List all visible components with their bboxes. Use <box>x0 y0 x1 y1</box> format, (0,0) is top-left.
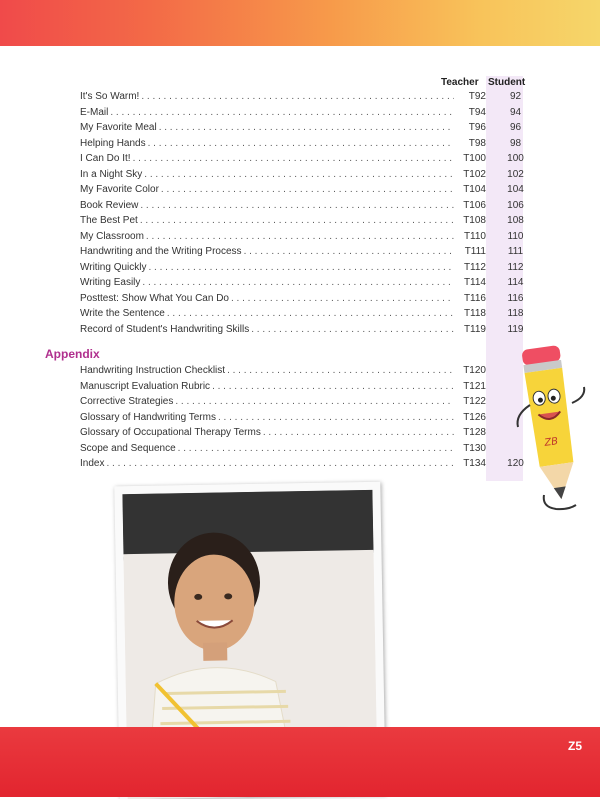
appendix-list <box>80 365 530 474</box>
toc-row <box>80 107 530 123</box>
teacher-page: T96 <box>468 122 486 133</box>
dot-leader <box>142 277 454 288</box>
entry-title: Manuscript Evaluation Rubric <box>80 380 211 392</box>
toc-row <box>80 381 530 397</box>
dot-leader <box>244 246 454 257</box>
entry-title: My Favorite Color <box>80 184 159 195</box>
teacher-page: T120 <box>463 365 486 376</box>
teacher-page: T98 <box>468 137 486 149</box>
teacher-page: T92 <box>468 91 486 102</box>
dot-leader <box>175 396 454 407</box>
toc-row <box>80 365 530 381</box>
entry-title: Writing Easily <box>80 277 141 288</box>
toc-row <box>80 91 530 107</box>
entry-title: Write the Sentence <box>80 308 165 319</box>
dot-leader <box>133 153 454 164</box>
toc-row <box>80 396 530 412</box>
teacher-page: T126 <box>463 411 486 423</box>
dot-leader <box>110 107 454 118</box>
entry-title: Scope and Sequence <box>80 442 176 454</box>
teacher-page: T102 <box>463 168 486 180</box>
entry-title: Book Review <box>80 199 139 211</box>
entry-title: Index <box>80 458 105 469</box>
dot-leader <box>144 169 454 180</box>
toc-row <box>80 427 530 443</box>
dot-leader <box>140 200 454 211</box>
dot-leader <box>161 184 454 195</box>
toc-row <box>80 200 530 216</box>
student-page: 112 <box>507 261 524 273</box>
student-page: 114 <box>507 277 524 288</box>
toc-row <box>80 231 530 247</box>
student-page: 98 <box>509 137 522 149</box>
entry-title: Handwriting Instruction Checklist <box>80 365 226 376</box>
teacher-page: T104 <box>463 184 486 195</box>
bottom-color-band <box>0 727 600 797</box>
student-page: 118 <box>507 308 524 319</box>
dot-leader <box>140 215 454 226</box>
dot-leader <box>149 262 455 273</box>
student-page: 100 <box>507 153 524 164</box>
student-page: 108 <box>507 215 524 226</box>
dot-leader <box>227 365 454 376</box>
teacher-page: T116 <box>463 292 486 304</box>
toc-row <box>80 412 530 428</box>
toc-row <box>80 215 530 231</box>
pencil-mascot-icon <box>510 345 590 515</box>
entry-title: It's So Warm! <box>80 91 140 102</box>
toc-row <box>80 458 530 474</box>
dot-leader <box>159 122 454 133</box>
student-page: 106 <box>507 199 524 211</box>
page-number: Z5 <box>567 739 582 753</box>
entry-title: Corrective Strategies <box>80 396 174 407</box>
teacher-page: T110 <box>463 230 486 242</box>
student-page: 102 <box>507 168 524 180</box>
entry-title: Glossary of Handwriting Terms <box>80 411 216 423</box>
dot-leader <box>106 458 454 469</box>
student-page: 92 <box>509 91 522 102</box>
dot-leader <box>146 231 454 242</box>
toc-row <box>80 277 530 293</box>
teacher-page: T106 <box>463 199 486 211</box>
student-page: 120 <box>507 458 524 469</box>
dot-leader <box>167 308 454 319</box>
toc-row <box>80 293 530 309</box>
teacher-column-header: Teacher <box>441 77 479 88</box>
top-color-band <box>0 0 600 46</box>
toc-list <box>80 91 530 339</box>
toc-row <box>80 324 530 340</box>
dot-leader <box>141 91 454 102</box>
student-page: 110 <box>507 230 524 242</box>
toc-row <box>80 308 530 324</box>
student-page: 104 <box>507 184 524 195</box>
teacher-page: T128 <box>463 427 486 438</box>
dot-leader <box>212 381 454 392</box>
student-page: 116 <box>507 292 524 304</box>
student-column-header: Student <box>488 77 526 88</box>
dot-leader <box>218 412 454 423</box>
teacher-page: T114 <box>463 277 486 288</box>
entry-title: My Classroom <box>80 230 144 242</box>
toc-row <box>80 169 530 185</box>
dot-leader <box>178 443 454 454</box>
entry-title: Posttest: Show What You Can Do <box>80 292 229 304</box>
dot-leader <box>251 324 454 335</box>
appendix-heading: Appendix <box>45 347 100 361</box>
teacher-page: T130 <box>463 442 486 454</box>
teacher-page: T100 <box>463 153 486 164</box>
entry-title: In a Night Sky <box>80 168 143 180</box>
entry-title: Handwriting and the Writing Process <box>80 246 242 257</box>
entry-title: Writing Quickly <box>80 261 147 273</box>
entry-title: E-Mail <box>80 106 109 118</box>
student-page: 96 <box>509 122 522 133</box>
student-page: 94 <box>509 106 522 118</box>
entry-title: Helping Hands <box>80 137 146 149</box>
teacher-page: T94 <box>468 106 486 118</box>
teacher-page: T134 <box>463 458 486 469</box>
entry-title: I Can Do It! <box>80 153 131 164</box>
mascot-badge: ZB <box>543 436 559 449</box>
teacher-page: T112 <box>463 261 486 273</box>
dot-leader <box>231 293 454 304</box>
teacher-page: T122 <box>463 396 486 407</box>
entry-title: The Best Pet <box>80 215 138 226</box>
teacher-page: T111 <box>464 246 486 257</box>
toc-row <box>80 262 530 278</box>
student-page: 119 <box>507 323 524 335</box>
toc-row <box>80 153 530 169</box>
entry-title: Record of Student's Handwriting Skills <box>80 323 250 335</box>
student-page: 111 <box>507 246 524 257</box>
entry-title: My Favorite Meal <box>80 122 157 133</box>
toc-row <box>80 246 530 262</box>
teacher-page: T119 <box>463 323 486 335</box>
teacher-page: T108 <box>463 215 486 226</box>
dot-leader <box>263 427 454 438</box>
entry-title: Glossary of Occupational Therapy Terms <box>80 427 261 438</box>
dot-leader <box>148 138 454 149</box>
toc-row <box>80 122 530 138</box>
toc-row <box>80 184 530 200</box>
teacher-page: T121 <box>463 380 486 392</box>
toc-row <box>80 443 530 459</box>
toc-row <box>80 138 530 154</box>
teacher-page: T118 <box>463 308 486 319</box>
